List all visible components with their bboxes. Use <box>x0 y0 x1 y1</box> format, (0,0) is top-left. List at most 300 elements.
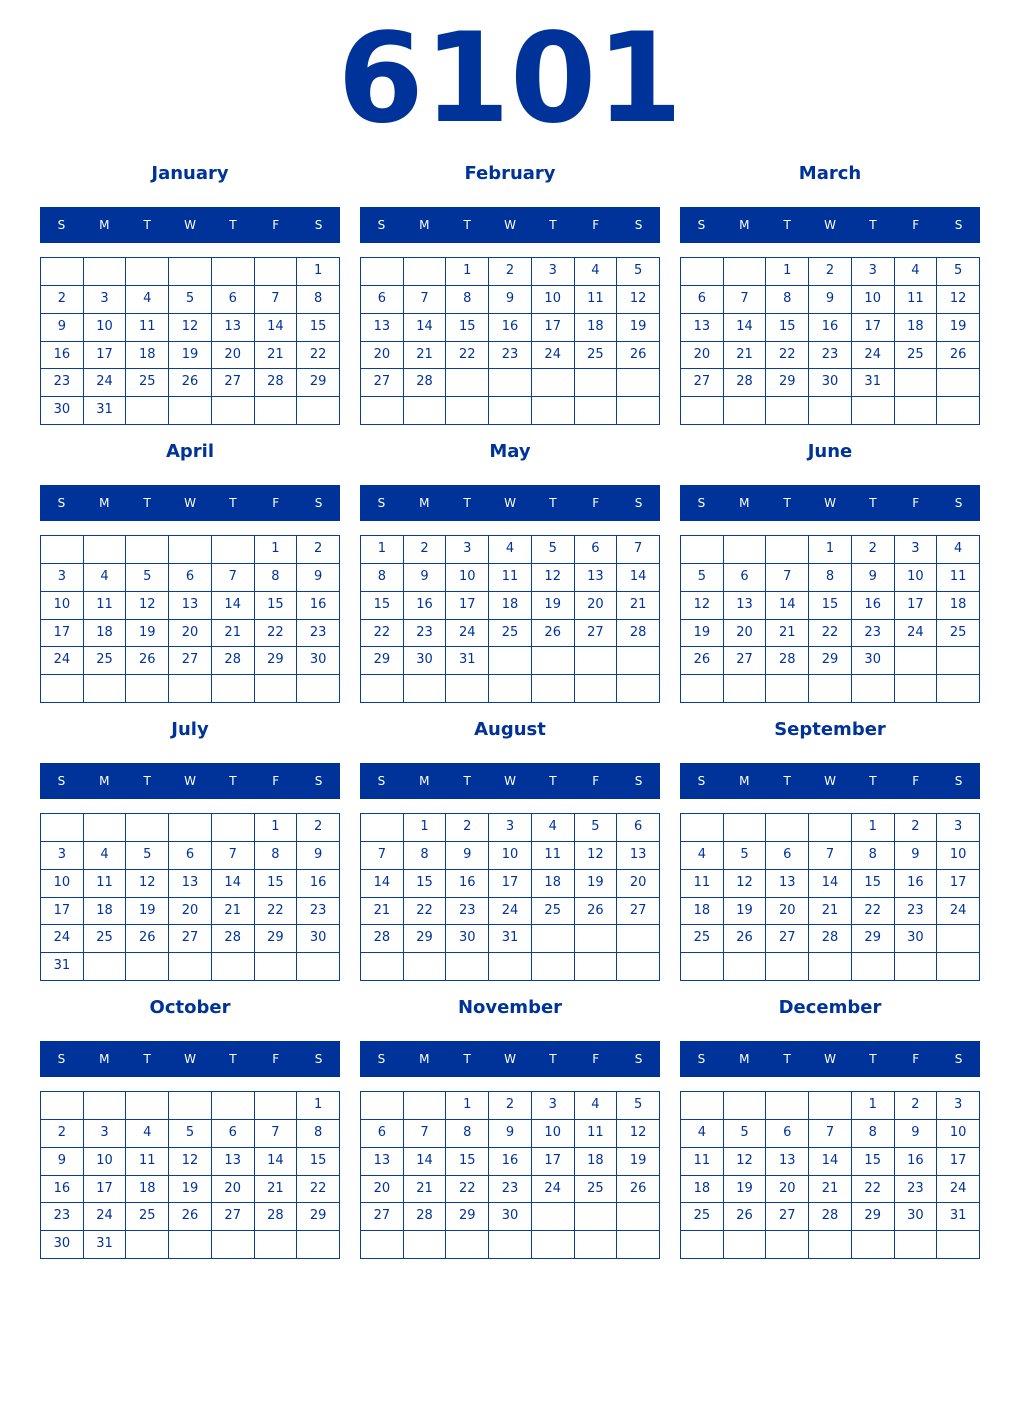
day-cell: 14 <box>404 314 447 342</box>
day-cell: 7 <box>809 842 852 870</box>
empty-day-cell <box>681 397 724 425</box>
day-cell: 12 <box>169 314 212 342</box>
month-name: March <box>798 163 862 184</box>
weekday-label: T <box>783 774 791 788</box>
empty-day-cell <box>575 369 618 397</box>
day-cell: 10 <box>852 286 895 314</box>
day-cell: 31 <box>852 369 895 397</box>
day-cell: 19 <box>617 314 660 342</box>
empty-day-cell <box>84 814 127 842</box>
day-cell: 17 <box>852 314 895 342</box>
day-cell: 20 <box>212 1176 255 1204</box>
day-cell: 4 <box>126 1120 169 1148</box>
day-cell: 18 <box>84 898 127 926</box>
day-cell: 26 <box>575 898 618 926</box>
day-cell: 2 <box>297 536 340 564</box>
weekday-label: T <box>783 496 791 510</box>
empty-day-cell <box>255 258 298 286</box>
day-cell: 22 <box>809 620 852 648</box>
weekday-label: F <box>272 774 280 788</box>
empty-day-cell <box>126 258 169 286</box>
day-cell: 25 <box>84 925 127 953</box>
empty-day-cell <box>681 1231 724 1259</box>
empty-day-cell <box>212 536 255 564</box>
empty-day-cell <box>724 397 767 425</box>
day-cell: 15 <box>404 870 447 898</box>
day-cell: 24 <box>895 620 938 648</box>
day-cell: 11 <box>126 314 169 342</box>
day-cell: 16 <box>41 1176 84 1204</box>
day-cell: 5 <box>575 814 618 842</box>
day-cell: 21 <box>404 1176 447 1204</box>
day-cell: 30 <box>41 1231 84 1259</box>
empty-day-cell <box>361 1231 404 1259</box>
weekday-header <box>360 207 660 243</box>
day-cell: 14 <box>212 592 255 620</box>
day-grid <box>40 1091 340 1259</box>
day-cell: 30 <box>489 1203 532 1231</box>
weekday-label: S <box>377 774 386 788</box>
empty-day-cell <box>724 258 767 286</box>
empty-day-cell <box>41 675 84 703</box>
weekday-label: S <box>634 774 643 788</box>
day-cell: 14 <box>255 314 298 342</box>
day-cell: 1 <box>852 814 895 842</box>
day-cell: 22 <box>255 898 298 926</box>
day-grid <box>680 813 980 981</box>
weekday-label: T <box>143 1052 151 1066</box>
day-cell: 26 <box>617 342 660 370</box>
weekday-label: S <box>57 774 66 788</box>
empty-day-cell <box>489 397 532 425</box>
day-cell: 30 <box>297 647 340 675</box>
day-cell: 31 <box>84 1231 127 1259</box>
day-cell: 14 <box>361 870 404 898</box>
empty-day-cell <box>169 397 212 425</box>
empty-day-cell <box>361 814 404 842</box>
day-cell: 27 <box>212 369 255 397</box>
day-cell: 18 <box>895 314 938 342</box>
day-cell: 12 <box>617 1120 660 1148</box>
empty-day-cell <box>212 258 255 286</box>
weekday-label: M <box>99 218 110 232</box>
day-cell: 17 <box>84 342 127 370</box>
day-cell: 12 <box>724 870 767 898</box>
day-cell: 26 <box>617 1176 660 1204</box>
empty-day-cell <box>766 953 809 981</box>
empty-day-cell <box>84 675 127 703</box>
day-cell: 13 <box>575 564 618 592</box>
empty-day-cell <box>575 675 618 703</box>
empty-day-cell <box>809 1092 852 1120</box>
day-cell: 8 <box>809 564 852 592</box>
weekday-label: T <box>549 1052 557 1066</box>
day-cell: 24 <box>937 898 980 926</box>
day-grid <box>40 257 340 425</box>
day-cell: 23 <box>895 1176 938 1204</box>
day-cell: 1 <box>255 814 298 842</box>
empty-day-cell <box>532 925 575 953</box>
empty-day-cell <box>766 397 809 425</box>
weekday-label: T <box>869 1052 877 1066</box>
empty-day-cell <box>809 814 852 842</box>
day-cell: 5 <box>681 564 724 592</box>
day-cell: 18 <box>937 592 980 620</box>
weekday-label: S <box>634 1052 643 1066</box>
day-cell: 30 <box>297 925 340 953</box>
day-grid <box>40 535 340 703</box>
day-cell: 14 <box>255 1148 298 1176</box>
day-cell: 22 <box>361 620 404 648</box>
day-cell: 26 <box>532 620 575 648</box>
empty-day-cell <box>169 675 212 703</box>
day-cell: 15 <box>852 870 895 898</box>
day-cell: 1 <box>297 1092 340 1120</box>
empty-day-cell <box>446 369 489 397</box>
day-cell: 19 <box>532 592 575 620</box>
day-cell: 19 <box>724 898 767 926</box>
day-cell: 12 <box>532 564 575 592</box>
weekday-label: M <box>739 1052 750 1066</box>
day-cell: 14 <box>617 564 660 592</box>
day-cell: 7 <box>255 286 298 314</box>
day-cell: 2 <box>489 258 532 286</box>
day-cell: 4 <box>84 564 127 592</box>
day-cell: 19 <box>169 342 212 370</box>
weekday-label: M <box>419 496 430 510</box>
day-grid <box>680 535 980 703</box>
day-cell: 9 <box>41 1148 84 1176</box>
day-cell: 10 <box>489 842 532 870</box>
weekday-label: F <box>272 1052 280 1066</box>
day-cell: 2 <box>41 286 84 314</box>
day-cell: 3 <box>937 814 980 842</box>
day-cell: 27 <box>575 620 618 648</box>
day-cell: 24 <box>937 1176 980 1204</box>
day-cell: 4 <box>681 842 724 870</box>
day-cell: 8 <box>255 564 298 592</box>
day-cell: 24 <box>489 898 532 926</box>
weekday-label: T <box>229 218 237 232</box>
day-cell: 26 <box>126 647 169 675</box>
day-cell: 13 <box>766 870 809 898</box>
month-july <box>40 714 340 992</box>
day-cell: 13 <box>212 314 255 342</box>
day-cell: 1 <box>852 1092 895 1120</box>
day-cell: 1 <box>404 814 447 842</box>
day-cell: 5 <box>617 258 660 286</box>
day-cell: 18 <box>575 1148 618 1176</box>
day-cell: 7 <box>255 1120 298 1148</box>
day-cell: 16 <box>489 1148 532 1176</box>
day-cell: 2 <box>297 814 340 842</box>
day-cell: 23 <box>852 620 895 648</box>
empty-day-cell <box>809 953 852 981</box>
month-name: October <box>149 997 231 1018</box>
weekday-header <box>40 763 340 799</box>
day-cell: 28 <box>212 647 255 675</box>
weekday-label: M <box>99 774 110 788</box>
empty-day-cell <box>404 1092 447 1120</box>
day-cell: 3 <box>84 286 127 314</box>
day-cell: 9 <box>852 564 895 592</box>
day-cell: 7 <box>766 564 809 592</box>
empty-day-cell <box>84 953 127 981</box>
day-cell: 11 <box>84 592 127 620</box>
day-cell: 21 <box>212 898 255 926</box>
day-grid <box>680 1091 980 1259</box>
day-cell: 10 <box>41 870 84 898</box>
day-cell: 19 <box>724 1176 767 1204</box>
day-cell: 17 <box>532 1148 575 1176</box>
day-grid <box>360 535 660 703</box>
empty-day-cell <box>937 397 980 425</box>
empty-day-cell <box>681 675 724 703</box>
day-cell: 6 <box>169 564 212 592</box>
empty-day-cell <box>681 258 724 286</box>
empty-day-cell <box>489 953 532 981</box>
empty-day-cell <box>724 1231 767 1259</box>
empty-day-cell <box>404 397 447 425</box>
day-cell: 15 <box>255 592 298 620</box>
weekday-header <box>360 763 660 799</box>
empty-day-cell <box>895 675 938 703</box>
day-cell: 21 <box>809 898 852 926</box>
day-cell: 13 <box>169 592 212 620</box>
empty-day-cell <box>575 1203 618 1231</box>
empty-day-cell <box>255 675 298 703</box>
day-cell: 22 <box>255 620 298 648</box>
weekday-label: T <box>463 774 471 788</box>
day-cell: 2 <box>41 1120 84 1148</box>
weekday-label: W <box>184 496 196 510</box>
weekday-label: F <box>592 496 600 510</box>
day-cell: 7 <box>212 842 255 870</box>
day-cell: 8 <box>255 842 298 870</box>
day-cell: 29 <box>852 925 895 953</box>
day-cell: 9 <box>809 286 852 314</box>
day-cell: 12 <box>937 286 980 314</box>
empty-day-cell <box>212 814 255 842</box>
day-cell: 11 <box>84 870 127 898</box>
day-cell: 5 <box>724 1120 767 1148</box>
empty-day-cell <box>937 647 980 675</box>
empty-day-cell <box>852 953 895 981</box>
weekday-label: S <box>634 218 643 232</box>
empty-day-cell <box>446 675 489 703</box>
day-cell: 1 <box>361 536 404 564</box>
day-cell: 23 <box>41 1203 84 1231</box>
day-cell: 15 <box>255 870 298 898</box>
day-cell: 30 <box>446 925 489 953</box>
day-cell: 13 <box>724 592 767 620</box>
empty-day-cell <box>489 675 532 703</box>
weekday-header <box>360 1041 660 1077</box>
day-cell: 4 <box>895 258 938 286</box>
weekday-label: M <box>419 774 430 788</box>
day-cell: 17 <box>489 870 532 898</box>
day-cell: 12 <box>126 870 169 898</box>
day-cell: 26 <box>724 1203 767 1231</box>
empty-day-cell <box>532 675 575 703</box>
weekday-label: W <box>504 774 516 788</box>
day-cell: 28 <box>766 647 809 675</box>
weekday-label: M <box>419 1052 430 1066</box>
day-cell: 8 <box>766 286 809 314</box>
empty-day-cell <box>532 369 575 397</box>
empty-day-cell <box>809 1231 852 1259</box>
day-cell: 17 <box>84 1176 127 1204</box>
day-cell: 20 <box>169 898 212 926</box>
day-cell: 6 <box>681 286 724 314</box>
day-cell: 25 <box>489 620 532 648</box>
day-cell: 27 <box>212 1203 255 1231</box>
empty-day-cell <box>617 1231 660 1259</box>
empty-day-cell <box>446 1231 489 1259</box>
day-cell: 28 <box>255 369 298 397</box>
day-cell: 5 <box>937 258 980 286</box>
weekday-label: W <box>184 774 196 788</box>
day-cell: 27 <box>169 925 212 953</box>
weekday-label: T <box>549 774 557 788</box>
weekday-label: M <box>419 218 430 232</box>
day-cell: 15 <box>852 1148 895 1176</box>
month-january <box>40 158 340 436</box>
day-cell: 25 <box>126 369 169 397</box>
empty-day-cell <box>404 953 447 981</box>
weekday-label: M <box>739 218 750 232</box>
day-cell: 22 <box>766 342 809 370</box>
empty-day-cell <box>809 675 852 703</box>
weekday-label: S <box>697 496 706 510</box>
empty-day-cell <box>169 258 212 286</box>
day-cell: 11 <box>681 1148 724 1176</box>
empty-day-cell <box>41 536 84 564</box>
day-cell: 24 <box>532 342 575 370</box>
day-cell: 24 <box>41 647 84 675</box>
day-cell: 30 <box>809 369 852 397</box>
day-cell: 14 <box>809 1148 852 1176</box>
empty-day-cell <box>532 953 575 981</box>
empty-day-cell <box>489 647 532 675</box>
day-cell: 10 <box>41 592 84 620</box>
weekday-label: S <box>954 496 963 510</box>
day-cell: 17 <box>937 870 980 898</box>
day-cell: 3 <box>41 842 84 870</box>
empty-day-cell <box>575 925 618 953</box>
weekday-label: S <box>634 496 643 510</box>
day-cell: 17 <box>446 592 489 620</box>
day-cell: 28 <box>255 1203 298 1231</box>
empty-day-cell <box>895 397 938 425</box>
empty-day-cell <box>126 953 169 981</box>
month-december <box>680 992 980 1270</box>
empty-day-cell <box>766 675 809 703</box>
day-cell: 10 <box>84 314 127 342</box>
day-cell: 7 <box>809 1120 852 1148</box>
month-november <box>360 992 660 1270</box>
day-cell: 18 <box>489 592 532 620</box>
day-cell: 8 <box>297 1120 340 1148</box>
day-cell: 4 <box>681 1120 724 1148</box>
day-cell: 27 <box>766 925 809 953</box>
empty-day-cell <box>404 1231 447 1259</box>
day-cell: 25 <box>575 342 618 370</box>
day-cell: 17 <box>41 898 84 926</box>
empty-day-cell <box>617 647 660 675</box>
day-cell: 25 <box>895 342 938 370</box>
day-cell: 23 <box>809 342 852 370</box>
day-cell: 27 <box>766 1203 809 1231</box>
weekday-label: F <box>592 218 600 232</box>
empty-day-cell <box>766 536 809 564</box>
day-cell: 30 <box>852 647 895 675</box>
day-cell: 24 <box>852 342 895 370</box>
day-cell: 5 <box>126 564 169 592</box>
day-cell: 18 <box>532 870 575 898</box>
day-cell: 23 <box>895 898 938 926</box>
day-cell: 14 <box>404 1148 447 1176</box>
empty-day-cell <box>532 397 575 425</box>
day-cell: 16 <box>809 314 852 342</box>
day-cell: 1 <box>297 258 340 286</box>
empty-day-cell <box>126 675 169 703</box>
day-cell: 12 <box>724 1148 767 1176</box>
day-cell: 31 <box>937 1203 980 1231</box>
weekday-label: W <box>824 496 836 510</box>
day-cell: 19 <box>937 314 980 342</box>
day-cell: 9 <box>41 314 84 342</box>
day-grid <box>680 257 980 425</box>
empty-day-cell <box>724 814 767 842</box>
day-cell: 13 <box>681 314 724 342</box>
day-cell: 19 <box>126 898 169 926</box>
empty-day-cell <box>446 953 489 981</box>
day-cell: 1 <box>766 258 809 286</box>
day-cell: 11 <box>895 286 938 314</box>
day-cell: 9 <box>489 286 532 314</box>
weekday-label: S <box>314 1052 323 1066</box>
day-cell: 23 <box>297 898 340 926</box>
day-cell: 5 <box>169 1120 212 1148</box>
day-cell: 12 <box>575 842 618 870</box>
empty-day-cell <box>724 536 767 564</box>
day-cell: 21 <box>724 342 767 370</box>
empty-day-cell <box>361 397 404 425</box>
day-cell: 10 <box>84 1148 127 1176</box>
day-cell: 8 <box>446 1120 489 1148</box>
empty-day-cell <box>617 953 660 981</box>
empty-day-cell <box>724 953 767 981</box>
empty-day-cell <box>681 814 724 842</box>
day-cell: 24 <box>41 925 84 953</box>
day-cell: 6 <box>766 842 809 870</box>
day-cell: 30 <box>41 397 84 425</box>
empty-day-cell <box>617 397 660 425</box>
day-grid <box>360 257 660 425</box>
weekday-label: S <box>697 218 706 232</box>
empty-day-cell <box>766 1231 809 1259</box>
day-cell: 20 <box>617 870 660 898</box>
empty-day-cell <box>575 647 618 675</box>
month-may <box>360 436 660 714</box>
day-cell: 27 <box>361 369 404 397</box>
day-cell: 2 <box>809 258 852 286</box>
empty-day-cell <box>852 675 895 703</box>
empty-day-cell <box>617 925 660 953</box>
day-cell: 13 <box>212 1148 255 1176</box>
day-cell: 6 <box>617 814 660 842</box>
